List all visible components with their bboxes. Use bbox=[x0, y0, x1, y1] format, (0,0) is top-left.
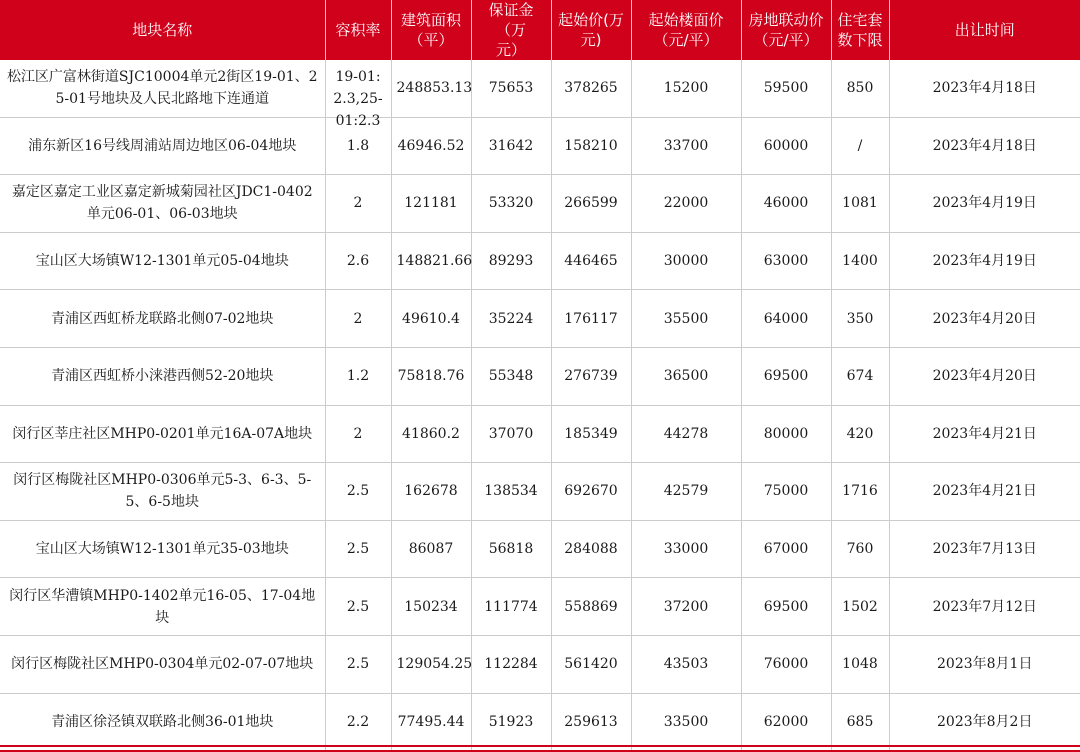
cell-starting-price bbox=[551, 117, 631, 175]
cell-deposit-text: 138534 bbox=[484, 483, 538, 500]
cell-floor-area-ratio bbox=[325, 635, 391, 693]
cell-min-housing-units-text: 760 bbox=[846, 541, 874, 558]
cell-floor-area-ratio-text: 2 bbox=[353, 310, 363, 327]
cell-floor-area-ratio-text: 1.2 bbox=[346, 368, 370, 385]
cell-plot-name bbox=[0, 578, 325, 636]
cell-linked-price-text: 60000 bbox=[763, 137, 809, 154]
cell-linked-price-text: 67000 bbox=[763, 541, 809, 558]
cell-starting-floor-price-text: 37200 bbox=[663, 598, 709, 615]
cell-linked-price-text: 75000 bbox=[763, 483, 809, 500]
cell-min-housing-units-text: 1081 bbox=[842, 195, 878, 212]
cell-starting-floor-price-text: 43503 bbox=[663, 656, 709, 673]
cell-plot-name bbox=[0, 175, 325, 233]
cell-deposit bbox=[471, 463, 551, 521]
cell-building-area-text: 41860.2 bbox=[402, 425, 460, 442]
cell-plot-name bbox=[0, 117, 325, 175]
cell-floor-area-ratio bbox=[325, 463, 391, 521]
cell-plot-name bbox=[0, 520, 325, 578]
cell-starting-price bbox=[551, 290, 631, 348]
cell-linked-price-text: 76000 bbox=[763, 656, 809, 673]
cell-deposit bbox=[471, 175, 551, 233]
cell-transfer-date bbox=[889, 693, 1080, 751]
cell-linked-price-text: 59500 bbox=[763, 80, 809, 97]
cell-min-housing-units bbox=[831, 347, 889, 405]
cell-linked-price-text: 69500 bbox=[763, 598, 809, 615]
header-row bbox=[0, 0, 1080, 60]
cell-deposit-text: 51923 bbox=[488, 713, 534, 730]
cell-deposit-text: 35224 bbox=[488, 310, 534, 327]
cell-starting-floor-price-text: 42579 bbox=[663, 483, 709, 500]
cell-min-housing-units bbox=[831, 232, 889, 290]
cell-starting-price bbox=[551, 520, 631, 578]
header-building-area: 建筑面积 （平） bbox=[391, 0, 471, 60]
cell-building-area bbox=[391, 290, 471, 348]
cell-plot-name-text: 闵行区梅陇社区MHP0-0304单元02-07-07地块 bbox=[11, 656, 314, 673]
cell-floor-area-ratio-text: 2.5 bbox=[346, 598, 370, 615]
cell-min-housing-units-text: 420 bbox=[846, 425, 874, 442]
table-row bbox=[0, 117, 1080, 175]
cell-building-area bbox=[391, 463, 471, 521]
cell-starting-floor-price bbox=[631, 347, 741, 405]
cell-starting-price-text: 378265 bbox=[564, 80, 618, 97]
cell-min-housing-units-text: / bbox=[857, 137, 863, 154]
cell-starting-price bbox=[551, 578, 631, 636]
cell-transfer-date bbox=[889, 117, 1080, 175]
cell-starting-floor-price-text: 22000 bbox=[663, 195, 709, 212]
cell-min-housing-units bbox=[831, 693, 889, 751]
cell-floor-area-ratio-text: 2 bbox=[353, 425, 363, 442]
cell-plot-name bbox=[0, 232, 325, 290]
table-row bbox=[0, 405, 1080, 463]
cell-floor-area-ratio bbox=[325, 232, 391, 290]
cell-starting-price-text: 276739 bbox=[564, 368, 618, 385]
cell-starting-floor-price-text: 35500 bbox=[663, 310, 709, 327]
cell-building-area-text: 49610.4 bbox=[402, 310, 460, 327]
cell-linked-price-text: 69500 bbox=[763, 368, 809, 385]
cell-starting-price bbox=[551, 175, 631, 233]
cell-min-housing-units-text: 1716 bbox=[842, 483, 878, 500]
cell-plot-name-text: 闵行区华漕镇MHP0-1402单元16-05、17-04地块 bbox=[9, 587, 316, 626]
cell-linked-price bbox=[741, 347, 831, 405]
cell-building-area bbox=[391, 60, 471, 117]
cell-plot-name-text: 宝山区大场镇W12-1301单元35-03地块 bbox=[35, 541, 289, 558]
cell-plot-name-text: 青浦区西虹桥小涞港西侧52-20地块 bbox=[51, 368, 274, 385]
cell-linked-price bbox=[741, 232, 831, 290]
cell-starting-price bbox=[551, 60, 631, 117]
cell-starting-price bbox=[551, 405, 631, 463]
cell-deposit bbox=[471, 520, 551, 578]
cell-floor-area-ratio bbox=[325, 290, 391, 348]
cell-starting-floor-price bbox=[631, 232, 741, 290]
cell-min-housing-units-text: 1048 bbox=[842, 656, 878, 673]
cell-min-housing-units-text: 350 bbox=[846, 310, 874, 327]
cell-min-housing-units bbox=[831, 175, 889, 233]
cell-transfer-date bbox=[889, 463, 1080, 521]
cell-min-housing-units-text: 1502 bbox=[842, 598, 878, 615]
cell-transfer-date-text: 2023年8月2日 bbox=[937, 713, 1033, 730]
header-min-housing-units: 住宅套 数下限 bbox=[831, 0, 889, 60]
cell-building-area bbox=[391, 520, 471, 578]
cell-min-housing-units bbox=[831, 520, 889, 578]
cell-transfer-date-text: 2023年4月19日 bbox=[932, 253, 1037, 270]
cell-starting-price bbox=[551, 347, 631, 405]
table-row bbox=[0, 175, 1080, 233]
cell-deposit bbox=[471, 60, 551, 117]
cell-floor-area-ratio bbox=[325, 60, 391, 130]
cell-starting-floor-price-text: 33000 bbox=[663, 541, 709, 558]
cell-starting-floor-price bbox=[631, 578, 741, 636]
header-starting-price: 起始价(万 元) bbox=[551, 0, 631, 60]
cell-building-area-text: 150234 bbox=[404, 598, 458, 615]
cell-building-area-text: 162678 bbox=[404, 483, 458, 500]
cell-starting-floor-price bbox=[631, 520, 741, 578]
cell-starting-price bbox=[551, 635, 631, 693]
cell-transfer-date-text: 2023年4月20日 bbox=[932, 310, 1037, 327]
cell-deposit-text: 111774 bbox=[484, 598, 538, 615]
cell-floor-area-ratio-text: 2.5 bbox=[346, 656, 370, 673]
cell-transfer-date bbox=[889, 175, 1080, 233]
cell-min-housing-units bbox=[831, 405, 889, 463]
cell-deposit-text: 112284 bbox=[484, 656, 538, 673]
cell-transfer-date-text: 2023年8月1日 bbox=[937, 656, 1033, 673]
cell-linked-price bbox=[741, 463, 831, 521]
cell-linked-price bbox=[741, 635, 831, 693]
cell-deposit bbox=[471, 635, 551, 693]
cell-linked-price bbox=[741, 520, 831, 578]
cell-starting-price bbox=[551, 463, 631, 521]
header-plot-name: 地块名称 bbox=[0, 0, 325, 60]
cell-floor-area-ratio-text: 2.5 bbox=[346, 541, 370, 558]
cell-building-area bbox=[391, 578, 471, 636]
table-row bbox=[0, 290, 1080, 348]
cell-starting-price-text: 692670 bbox=[564, 483, 618, 500]
table-body bbox=[0, 60, 1080, 751]
cell-min-housing-units bbox=[831, 290, 889, 348]
cell-min-housing-units bbox=[831, 60, 889, 117]
cell-building-area bbox=[391, 693, 471, 751]
cell-starting-floor-price bbox=[631, 463, 741, 521]
cell-min-housing-units bbox=[831, 578, 889, 636]
cell-building-area bbox=[391, 232, 471, 290]
table-row bbox=[0, 578, 1080, 636]
cell-floor-area-ratio-text: 1.8 bbox=[346, 137, 370, 154]
cell-min-housing-units-text: 685 bbox=[846, 713, 874, 730]
cell-building-area-text: 121181 bbox=[404, 195, 458, 212]
cell-floor-area-ratio-text: 2.2 bbox=[346, 713, 370, 730]
table-row bbox=[0, 347, 1080, 405]
table-header bbox=[0, 0, 1080, 60]
cell-floor-area-ratio bbox=[325, 175, 391, 233]
cell-transfer-date bbox=[889, 60, 1080, 117]
cell-building-area bbox=[391, 117, 471, 175]
cell-building-area bbox=[391, 405, 471, 463]
cell-deposit-text: 31642 bbox=[488, 137, 534, 154]
cell-transfer-date bbox=[889, 578, 1080, 636]
cell-deposit-text: 56818 bbox=[488, 541, 534, 558]
cell-linked-price bbox=[741, 693, 831, 751]
cell-floor-area-ratio-text: 2.6 bbox=[346, 253, 370, 270]
cell-building-area-text: 75818.76 bbox=[397, 368, 465, 385]
cell-deposit-text: 55348 bbox=[488, 368, 534, 385]
cell-plot-name bbox=[0, 60, 325, 117]
cell-floor-area-ratio bbox=[325, 347, 391, 405]
cell-starting-floor-price bbox=[631, 405, 741, 463]
cell-building-area-text: 248853.13 bbox=[396, 80, 473, 97]
cell-linked-price-text: 62000 bbox=[763, 713, 809, 730]
cell-starting-floor-price bbox=[631, 175, 741, 233]
table-row bbox=[0, 232, 1080, 290]
cell-starting-price-text: 158210 bbox=[564, 137, 618, 154]
cell-starting-floor-price bbox=[631, 290, 741, 348]
cell-transfer-date-text: 2023年4月18日 bbox=[932, 80, 1037, 97]
cell-deposit bbox=[471, 578, 551, 636]
cell-transfer-date bbox=[889, 635, 1080, 693]
cell-transfer-date-text: 2023年7月12日 bbox=[932, 598, 1037, 615]
cell-min-housing-units-text: 674 bbox=[846, 368, 874, 385]
cell-min-housing-units-text: 850 bbox=[846, 80, 874, 97]
cell-plot-name bbox=[0, 290, 325, 348]
table-row bbox=[0, 693, 1080, 751]
bottom-rule bbox=[0, 745, 1080, 747]
cell-floor-area-ratio-text: 2.5 bbox=[346, 483, 370, 500]
cell-deposit-text: 89293 bbox=[488, 253, 534, 270]
cell-building-area-text: 77495.44 bbox=[397, 713, 465, 730]
cell-linked-price-text: 46000 bbox=[763, 195, 809, 212]
cell-starting-price bbox=[551, 693, 631, 751]
cell-transfer-date-text: 2023年4月21日 bbox=[932, 425, 1037, 442]
cell-building-area-text: 129054.25 bbox=[396, 656, 473, 673]
cell-building-area bbox=[391, 635, 471, 693]
cell-floor-area-ratio bbox=[325, 405, 391, 463]
table-row bbox=[0, 463, 1080, 521]
cell-plot-name-text: 嘉定区嘉定工业区嘉定新城菊园社区JDC1-0402单元06-01、06-03地块 bbox=[11, 184, 313, 223]
table-row bbox=[0, 520, 1080, 578]
cell-starting-floor-price-text: 44278 bbox=[663, 425, 709, 442]
cell-building-area-text: 86087 bbox=[408, 541, 454, 558]
cell-starting-price-text: 259613 bbox=[564, 713, 618, 730]
cell-min-housing-units bbox=[831, 463, 889, 521]
cell-min-housing-units bbox=[831, 635, 889, 693]
cell-plot-name-text: 浦东新区16号线周浦站周边地区06-04地块 bbox=[28, 137, 297, 154]
cell-min-housing-units-text: 1400 bbox=[842, 253, 878, 270]
cell-plot-name-text: 闵行区梅陇社区MHP0-0306单元5-3、6-3、5-5、6-5地块 bbox=[13, 472, 312, 511]
cell-linked-price bbox=[741, 175, 831, 233]
cell-floor-area-ratio-text: 19-01:2.3,25-01:2.3 bbox=[333, 69, 383, 130]
cell-starting-price-text: 266599 bbox=[564, 195, 618, 212]
cell-starting-price-text: 558869 bbox=[564, 598, 618, 615]
cell-floor-area-ratio-text: 2 bbox=[353, 195, 363, 212]
cell-plot-name-text: 青浦区西虹桥龙联路北侧07-02地块 bbox=[51, 310, 274, 327]
cell-starting-price bbox=[551, 232, 631, 290]
cell-deposit bbox=[471, 347, 551, 405]
cell-floor-area-ratio bbox=[325, 578, 391, 636]
cell-plot-name-text: 松江区广富林街道SJC10004单元2街区19-01、25-01号地块及人民北路地下连通道 bbox=[6, 69, 318, 108]
cell-plot-name-text: 青浦区徐泾镇双联路北侧36-01地块 bbox=[51, 713, 274, 730]
cell-building-area-text: 148821.66 bbox=[396, 253, 473, 270]
header-deposit: 保证金（万 元） bbox=[471, 0, 551, 60]
cell-transfer-date-text: 2023年4月21日 bbox=[932, 483, 1037, 500]
cell-building-area bbox=[391, 347, 471, 405]
cell-transfer-date bbox=[889, 347, 1080, 405]
cell-plot-name bbox=[0, 405, 325, 463]
table-row bbox=[0, 60, 1080, 117]
cell-transfer-date-text: 2023年4月19日 bbox=[932, 195, 1037, 212]
cell-deposit-text: 75653 bbox=[488, 80, 534, 97]
header-linked-price: 房地联动价 （元/平） bbox=[741, 0, 831, 60]
cell-deposit bbox=[471, 232, 551, 290]
header-starting-floor-price: 起始楼面价 （元/平） bbox=[631, 0, 741, 60]
cell-starting-floor-price-text: 15200 bbox=[663, 80, 709, 97]
cell-starting-floor-price bbox=[631, 635, 741, 693]
cell-deposit-text: 37070 bbox=[488, 425, 534, 442]
cell-plot-name bbox=[0, 347, 325, 405]
cell-starting-price-text: 176117 bbox=[564, 310, 618, 327]
cell-linked-price-text: 64000 bbox=[763, 310, 809, 327]
cell-starting-floor-price bbox=[631, 693, 741, 751]
cell-starting-floor-price-text: 33500 bbox=[663, 713, 709, 730]
cell-linked-price bbox=[741, 290, 831, 348]
cell-deposit bbox=[471, 693, 551, 751]
cell-starting-price-text: 561420 bbox=[564, 656, 618, 673]
cell-transfer-date bbox=[889, 405, 1080, 463]
cell-starting-price-text: 446465 bbox=[564, 253, 618, 270]
cell-starting-price-text: 185349 bbox=[564, 425, 618, 442]
cell-linked-price-text: 80000 bbox=[763, 425, 809, 442]
cell-min-housing-units bbox=[831, 117, 889, 175]
cell-transfer-date bbox=[889, 232, 1080, 290]
cell-linked-price bbox=[741, 578, 831, 636]
cell-deposit bbox=[471, 405, 551, 463]
cell-starting-floor-price bbox=[631, 60, 741, 117]
header-transfer-date: 出让时间 bbox=[889, 0, 1080, 60]
cell-building-area bbox=[391, 175, 471, 233]
cell-floor-area-ratio bbox=[325, 693, 391, 751]
cell-deposit bbox=[471, 290, 551, 348]
cell-floor-area-ratio bbox=[325, 520, 391, 578]
cell-transfer-date-text: 2023年4月18日 bbox=[932, 137, 1037, 154]
cell-transfer-date bbox=[889, 520, 1080, 578]
cell-plot-name-text: 闵行区莘庄社区MHP0-0201单元16A-07A地块 bbox=[12, 425, 313, 442]
cell-linked-price bbox=[741, 60, 831, 117]
cell-plot-name-text: 宝山区大场镇W12-1301单元05-04地块 bbox=[35, 253, 289, 270]
cell-plot-name bbox=[0, 635, 325, 693]
cell-starting-floor-price-text: 33700 bbox=[663, 137, 709, 154]
header-floor-area-ratio: 容积率 bbox=[325, 0, 391, 60]
cell-starting-floor-price-text: 30000 bbox=[663, 253, 709, 270]
cell-plot-name bbox=[0, 463, 325, 521]
cell-transfer-date bbox=[889, 290, 1080, 348]
cell-linked-price bbox=[741, 405, 831, 463]
cell-starting-floor-price-text: 36500 bbox=[663, 368, 709, 385]
cell-building-area-text: 46946.52 bbox=[397, 137, 465, 154]
table-row bbox=[0, 635, 1080, 693]
cell-plot-name bbox=[0, 693, 325, 751]
cell-deposit-text: 53320 bbox=[488, 195, 534, 212]
cell-transfer-date-text: 2023年7月13日 bbox=[932, 541, 1037, 558]
cell-transfer-date-text: 2023年4月20日 bbox=[932, 368, 1037, 385]
cell-starting-floor-price bbox=[631, 117, 741, 175]
cell-deposit bbox=[471, 117, 551, 175]
cell-starting-price-text: 284088 bbox=[564, 541, 618, 558]
cell-linked-price bbox=[741, 117, 831, 175]
cell-linked-price-text: 63000 bbox=[763, 253, 809, 270]
